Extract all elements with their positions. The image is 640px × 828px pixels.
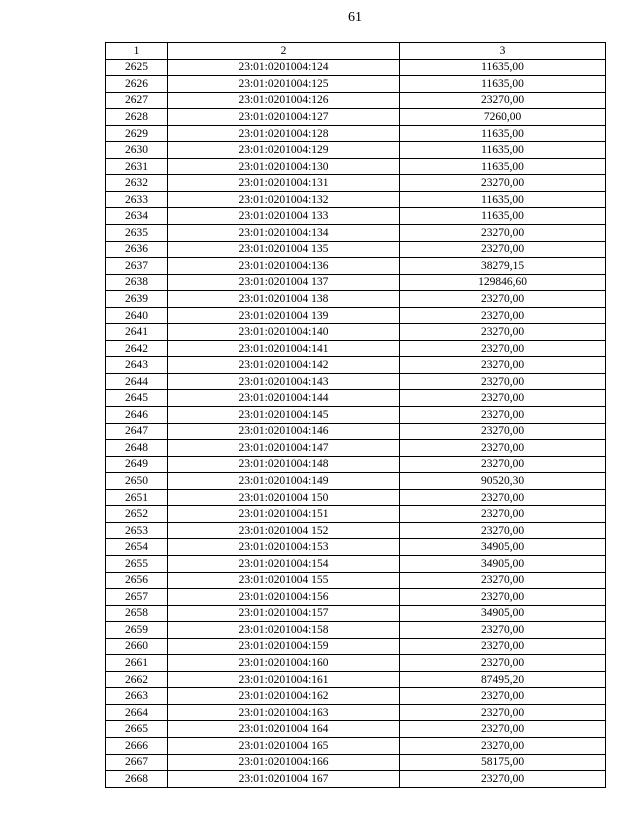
cadastral-number-cell: 23:01:0201004 133: [168, 208, 400, 225]
row-number-cell: 2653: [106, 522, 168, 539]
value-cell: 23270,00: [400, 357, 606, 374]
value-cell: 23270,00: [400, 241, 606, 258]
value-cell: 23270,00: [400, 307, 606, 324]
table-row: [106, 324, 606, 341]
cadastral-number-cell: 23:01:0201004:129: [168, 142, 400, 159]
row-number-cell: 2662: [106, 671, 168, 688]
table-row: [106, 589, 606, 606]
cadastral-number-cell: 23:01:0201004:153: [168, 539, 400, 556]
cadastral-value-table: [105, 42, 606, 788]
cadastral-number-cell: 23:01:0201004:128: [168, 125, 400, 142]
table-row: [106, 754, 606, 771]
row-number-cell: 2628: [106, 109, 168, 126]
row-number-cell: 2664: [106, 704, 168, 721]
cadastral-number-cell: 23:01:0201004:149: [168, 473, 400, 490]
value-cell: 11635,00: [400, 76, 606, 93]
value-cell: 23270,00: [400, 291, 606, 308]
table-row: [106, 340, 606, 357]
table-row: [106, 407, 606, 424]
table-row: [106, 258, 606, 275]
cadastral-number-cell: 23:01:0201004 164: [168, 721, 400, 738]
table-row: [106, 291, 606, 308]
cadastral-number-cell: 23:01:0201004:140: [168, 324, 400, 341]
row-number-cell: 2626: [106, 76, 168, 93]
value-cell: 23270,00: [400, 324, 606, 341]
cadastral-number-cell: 23:01:0201004:143: [168, 373, 400, 390]
cadastral-number-cell: 23:01:0201004:156: [168, 589, 400, 606]
cadastral-number-cell: 23:01:0201004:158: [168, 622, 400, 639]
table-row: [106, 142, 606, 159]
cadastral-number-cell: 23:01:0201004:144: [168, 390, 400, 407]
table-row: [106, 688, 606, 705]
value-cell: 23270,00: [400, 373, 606, 390]
table-row: [106, 721, 606, 738]
cadastral-number-cell: 23:01:0201004:134: [168, 225, 400, 242]
table-row: [106, 59, 606, 76]
value-cell: 23270,00: [400, 440, 606, 457]
row-number-cell: 2668: [106, 771, 168, 788]
cadastral-number-cell: 23:01:0201004:127: [168, 109, 400, 126]
table-row: [106, 605, 606, 622]
row-number-cell: 2643: [106, 357, 168, 374]
row-number-cell: 2663: [106, 688, 168, 705]
row-number-cell: 2637: [106, 258, 168, 275]
row-number-cell: 2657: [106, 589, 168, 606]
row-number-cell: 2632: [106, 175, 168, 192]
cadastral-number-cell: 23:01:0201004:130: [168, 158, 400, 175]
cadastral-number-cell: 23:01:0201004:146: [168, 423, 400, 440]
table-row: [106, 125, 606, 142]
table-row: [106, 655, 606, 672]
cadastral-number-cell: 23:01:0201004:124: [168, 59, 400, 76]
row-number-cell: 2649: [106, 456, 168, 473]
cadastral-number-cell: 23:01:0201004:148: [168, 456, 400, 473]
value-cell: 23270,00: [400, 225, 606, 242]
row-number-cell: 2631: [106, 158, 168, 175]
value-cell: 23270,00: [400, 506, 606, 523]
row-number-cell: 2659: [106, 622, 168, 639]
cadastral-number-cell: 23:01:0201004 137: [168, 274, 400, 291]
cadastral-number-cell: 23:01:0201004 155: [168, 572, 400, 589]
value-cell: 23270,00: [400, 622, 606, 639]
row-number-cell: 2652: [106, 506, 168, 523]
row-number-cell: 2633: [106, 191, 168, 208]
row-number-cell: 2665: [106, 721, 168, 738]
cadastral-number-cell: 23:01:0201004:161: [168, 671, 400, 688]
row-number-cell: 2648: [106, 440, 168, 457]
table-header: [106, 43, 606, 60]
table-row: [106, 440, 606, 457]
value-cell: 129846,60: [400, 274, 606, 291]
cadastral-number-cell: 23:01:0201004 139: [168, 307, 400, 324]
value-cell: 11635,00: [400, 158, 606, 175]
row-number-cell: 2635: [106, 225, 168, 242]
header-col-2: 2: [168, 43, 400, 60]
cadastral-number-cell: 23:01:0201004:154: [168, 555, 400, 572]
row-number-cell: 2640: [106, 307, 168, 324]
table-row: [106, 622, 606, 639]
cadastral-number-cell: 23:01:0201004:160: [168, 655, 400, 672]
cadastral-number-cell: 23:01:0201004:159: [168, 638, 400, 655]
table-row: [106, 522, 606, 539]
cadastral-number-cell: 23:01:0201004 152: [168, 522, 400, 539]
value-cell: 23270,00: [400, 655, 606, 672]
table-row: [106, 175, 606, 192]
table-row: [106, 92, 606, 109]
table-row: [106, 274, 606, 291]
cadastral-number-cell: 23:01:0201004:157: [168, 605, 400, 622]
row-number-cell: 2661: [106, 655, 168, 672]
row-number-cell: 2646: [106, 407, 168, 424]
row-number-cell: 2667: [106, 754, 168, 771]
row-number-cell: 2656: [106, 572, 168, 589]
value-cell: 23270,00: [400, 721, 606, 738]
row-number-cell: 2629: [106, 125, 168, 142]
row-number-cell: 2651: [106, 489, 168, 506]
value-cell: 23270,00: [400, 737, 606, 754]
table-row: [106, 109, 606, 126]
table-row: [106, 225, 606, 242]
cadastral-number-cell: 23:01:0201004:147: [168, 440, 400, 457]
table-row: [106, 423, 606, 440]
table-row: [106, 357, 606, 374]
value-cell: 23270,00: [400, 390, 606, 407]
table-row: [106, 473, 606, 490]
row-number-cell: 2644: [106, 373, 168, 390]
cadastral-number-cell: 23:01:0201004 135: [168, 241, 400, 258]
table-row: [106, 671, 606, 688]
table-row: [106, 456, 606, 473]
cadastral-number-cell: 23:01:0201004:126: [168, 92, 400, 109]
table-row: [106, 555, 606, 572]
table-row: [106, 241, 606, 258]
value-cell: 34905,00: [400, 605, 606, 622]
row-number-cell: 2660: [106, 638, 168, 655]
cadastral-number-cell: 23:01:0201004:163: [168, 704, 400, 721]
row-number-cell: 2625: [106, 59, 168, 76]
row-number-cell: 2636: [106, 241, 168, 258]
value-cell: 90520,30: [400, 473, 606, 490]
table-row: [106, 307, 606, 324]
value-cell: 23270,00: [400, 771, 606, 788]
row-number-cell: 2658: [106, 605, 168, 622]
row-number-cell: 2645: [106, 390, 168, 407]
value-cell: 23270,00: [400, 688, 606, 705]
table-row: [106, 76, 606, 93]
value-cell: 23270,00: [400, 92, 606, 109]
value-cell: 11635,00: [400, 125, 606, 142]
cadastral-number-cell: 23:01:0201004 150: [168, 489, 400, 506]
table-row: [106, 191, 606, 208]
row-number-cell: 2655: [106, 555, 168, 572]
row-number-cell: 2634: [106, 208, 168, 225]
row-number-cell: 2627: [106, 92, 168, 109]
cadastral-number-cell: 23:01:0201004:132: [168, 191, 400, 208]
value-cell: 7260,00: [400, 109, 606, 126]
row-number-cell: 2650: [106, 473, 168, 490]
table-row: [106, 158, 606, 175]
table-row: [106, 572, 606, 589]
value-cell: 34905,00: [400, 539, 606, 556]
cadastral-number-cell: 23:01:0201004:131: [168, 175, 400, 192]
cadastral-number-cell: 23:01:0201004:145: [168, 407, 400, 424]
value-cell: 23270,00: [400, 407, 606, 424]
cadastral-number-cell: 23:01:0201004 138: [168, 291, 400, 308]
table-row: [106, 506, 606, 523]
table-row: [106, 390, 606, 407]
table-row: [106, 638, 606, 655]
row-number-cell: 2630: [106, 142, 168, 159]
row-number-cell: 2654: [106, 539, 168, 556]
value-cell: 23270,00: [400, 572, 606, 589]
header-col-3: 3: [400, 43, 606, 60]
value-cell: 23270,00: [400, 456, 606, 473]
table-row: [106, 704, 606, 721]
value-cell: 38279,15: [400, 258, 606, 275]
value-cell: 23270,00: [400, 423, 606, 440]
cadastral-number-cell: 23:01:0201004:125: [168, 76, 400, 93]
table-body: [106, 59, 606, 787]
value-cell: 23270,00: [400, 175, 606, 192]
row-number-cell: 2666: [106, 737, 168, 754]
value-cell: 23270,00: [400, 522, 606, 539]
header-col-1: 1: [106, 43, 168, 60]
table-row: [106, 737, 606, 754]
value-cell: 34905,00: [400, 555, 606, 572]
header-row: [106, 43, 606, 60]
cadastral-number-cell: 23:01:0201004:162: [168, 688, 400, 705]
value-cell: 11635,00: [400, 208, 606, 225]
cadastral-number-cell: 23:01:0201004 167: [168, 771, 400, 788]
table-row: [106, 373, 606, 390]
cadastral-number-cell: 23:01:0201004:166: [168, 754, 400, 771]
value-cell: 23270,00: [400, 638, 606, 655]
value-cell: 11635,00: [400, 142, 606, 159]
value-cell: 23270,00: [400, 589, 606, 606]
value-cell: 11635,00: [400, 191, 606, 208]
table-row: [106, 539, 606, 556]
value-cell: 58175,00: [400, 754, 606, 771]
value-cell: 23270,00: [400, 489, 606, 506]
row-number-cell: 2639: [106, 291, 168, 308]
value-cell: 23270,00: [400, 340, 606, 357]
cadastral-number-cell: 23:01:0201004:142: [168, 357, 400, 374]
table-row: [106, 771, 606, 788]
row-number-cell: 2647: [106, 423, 168, 440]
cadastral-number-cell: 23:01:0201004:151: [168, 506, 400, 523]
cadastral-number-cell: 23:01:0201004:136: [168, 258, 400, 275]
table-row: [106, 208, 606, 225]
cadastral-number-cell: 23:01:0201004 165: [168, 737, 400, 754]
cadastral-number-cell: 23:01:0201004:141: [168, 340, 400, 357]
row-number-cell: 2638: [106, 274, 168, 291]
value-cell: 87495,20: [400, 671, 606, 688]
value-cell: 11635,00: [400, 59, 606, 76]
row-number-cell: 2641: [106, 324, 168, 341]
value-cell: 23270,00: [400, 704, 606, 721]
row-number-cell: 2642: [106, 340, 168, 357]
table-row: [106, 489, 606, 506]
page-number: 61: [348, 10, 362, 25]
